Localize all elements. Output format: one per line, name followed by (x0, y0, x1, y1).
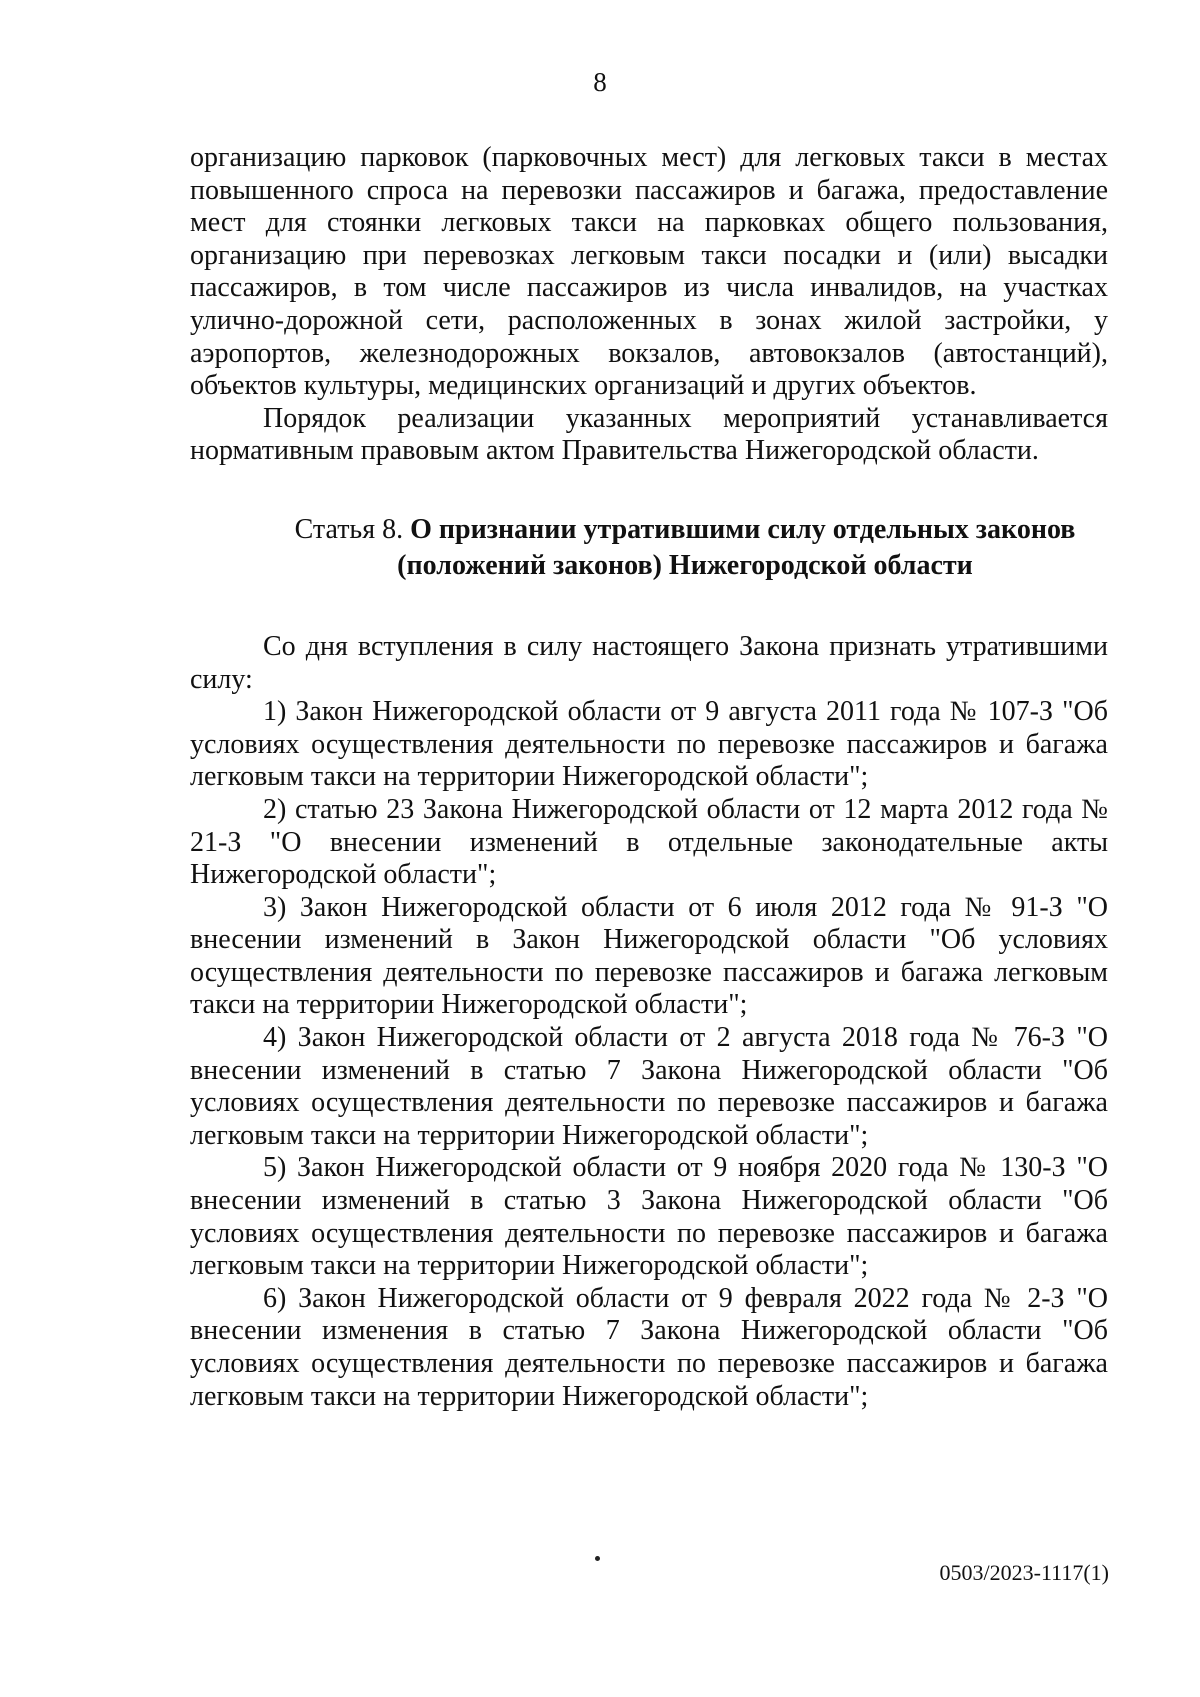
article-label: Статья 8. (294, 513, 404, 545)
list-item: 3) Закон Нижегородской области от 6 июля 2012 года № 91-З "О внесении изменений в Закон Нижегородской области "Об условиях осуществления деятельности по перевозке пассажиров и багажа легковым такси на территории Нижегородской области"; (190, 891, 1108, 1021)
footer-dot (595, 1556, 600, 1561)
procedure-paragraph: Порядок реализации указанных мероприятий устанавливается нормативным правовым актом Правительства Нижегородской области. (190, 402, 1108, 467)
repealed-laws-list (190, 696, 1108, 1413)
list-item: 5) Закон Нижегородской области от 9 ноября 2020 года № 130-З "О внесении изменений в статью 3 Закона Нижегородской области "Об условиях осуществления деятельности по перевозке пассажиров и багажа легковым такси на территории Нижегородской области"; (190, 1152, 1108, 1282)
page-number: 8 (593, 67, 607, 97)
document-body (190, 142, 1108, 1413)
list-item: 2) статью 23 Закона Нижегородской области от 12 марта 2012 года № 21-З "О внесении изменений в отдельные законодательные акты Нижегородской области"; (190, 793, 1108, 891)
list-item: 6) Закон Нижегородской области от 9 февраля 2022 года № 2-З "О внесении изменения в статью 7 Закона Нижегородской области "Об условиях осуществления деятельности по перевозке пассажиров и багажа легковым такси на территории Нижегородской области"; (190, 1282, 1108, 1412)
article-heading (190, 512, 1108, 584)
article-lead: Со дня вступления в силу настоящего Закона признать утратившими силу: (190, 630, 1108, 695)
list-item: 1) Закон Нижегородской области от 9 августа 2011 года № 107-З "Об условиях осуществления деятельности по перевозке пассажиров и багажа легковым такси на территории Нижегородской области"; (190, 696, 1108, 793)
article-title: О признании утратившими силу отдельных законов (положений законов) Нижегородской области (397, 513, 1076, 581)
list-item: 4) Закон Нижегородской области от 2 августа 2018 года № 76-З "О внесении изменений в статью 7 Закона Нижегородской области "Об условиях осуществления деятельности по перевозке пассажиров и багажа легковым такси на территории Нижегородской области"; (190, 1022, 1108, 1151)
intro-paragraph: организацию парковок (парковочных мест) для легковых такси в местах повышенного спроса на перевозки пассажиров и багажа, предоставление мест для стоянки легковых такси на парковках общего пользования, организацию при перевозках легковым такси посадки и (или) высадки пассажиров, в том числе пассажиров из числа инвалидов, на участках улично-дорожной сети, расположенных в зонах жилой застройки, у аэропортов, железнодорожных вокзалов, автовокзалов (автостанций), объектов культуры, медицинских организаций и других объектов. (190, 142, 1108, 402)
document-code: 0503/2023-1117(1) (939, 1560, 1109, 1585)
